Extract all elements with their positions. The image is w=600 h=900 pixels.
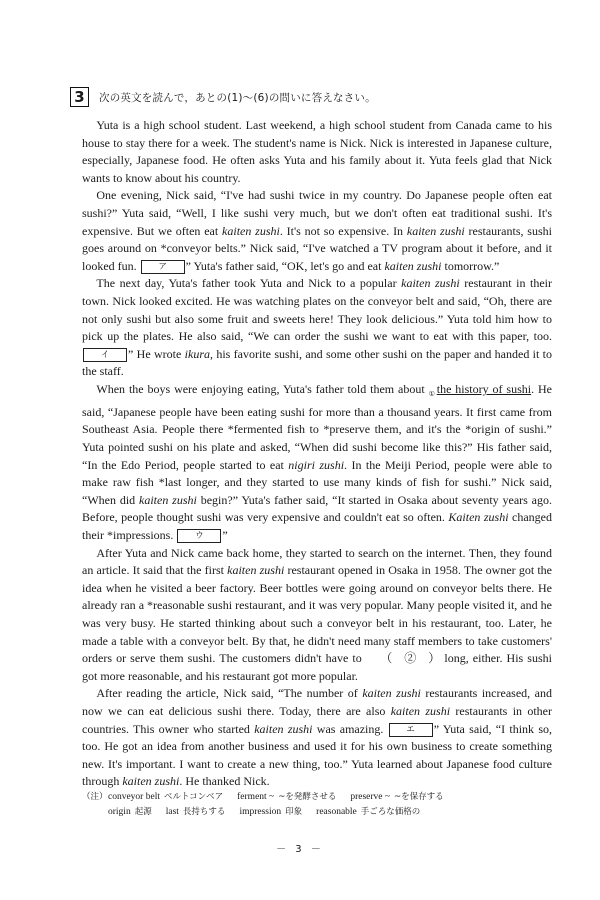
notes-row [82, 805, 552, 820]
english-passage [82, 117, 552, 791]
answer-blank-e: エ [389, 723, 433, 737]
notes-row [82, 790, 552, 805]
note-item: preserve ~ ~を保存する [350, 792, 444, 802]
term-nigiri-zushi: nigiri zushi [288, 457, 345, 472]
term-kaiten-zushi: kaiten zushi [222, 223, 280, 238]
answer-blank-a: ア [141, 260, 185, 274]
note-item: last 長持ちする [165, 807, 226, 817]
underlined-history-of-sushi: the history of sushi [436, 381, 532, 396]
vocabulary-notes [82, 790, 552, 820]
paragraph-6: After reading the article, Nick said, “The number of kaiten zushi restaurants increased, and now we can eat delicious sushi there. Today, there are also kaiten zushi restaurants in other countries. This owner who started kaiten zushi was amazing. エ ” Yuta said, “I think so, too. He got an idea from another business and used it for his own business to create something new. It's important. I want to create a new thing, too.” Yuta learned about Japanese food culture through kaiten zushi. He thanked Nick. [82, 686, 553, 789]
question-header [70, 86, 376, 108]
paragraph-1: Yuta is a high school student. Last weekend, a high school student from Canada came to his house to stay there for a week. The student's name is Nick. Nick is interested in Japanese culture, especially, Japanese food. He often asks Yuta and his family about it. Yuta feels glad that Nick wants to know about his country. [82, 118, 552, 185]
answer-blank-2: （ ② ） [380, 651, 441, 666]
paragraph-5: After Yuta and Nick came back home, they started to search on the internet. Then, they found an article. It said that the first kaiten zushi restaurant opened in Osaka in 1958. The owner got the idea when he visited a beer factory. Beer bottles were going around on conveyor belts there. He already ran a *reasonable sushi restaurant, and it was very popular. Many people visited it, and he was very busy. He started thinking about such a conveyor belt in his restaurant, too. Later, he made a table with a conveyor belt. By that, he didn't need many staff members to take customers' orders or serve them sushi. The customers didn't have to （ ② ） long, either. His sushi got more reasonable, and his restaurant got more popular. [82, 545, 553, 683]
note-item: impression 印象 [239, 807, 303, 817]
term-kaiten-zushi: kaiten zushi [254, 721, 313, 736]
page-number: － 3 － [276, 844, 324, 855]
paragraph-2: One evening, Nick said, “I've had sushi twice in my country. Do Japanese people often eat sushi?” Yuta said, “Well, I like sushi very much, but we don't often eat traditional sushi. It's expensive. But we often eat kaiten zushi. It's not so expensive. In kaiten zushi restaurants, sushi goes around on *conveyor belts.” Nick said, “I've watched a TV program about it before, and it looked fun. ア ” Yuta's father said, “OK, let's go and eat kaiten zushi tomorrow.” [82, 188, 552, 273]
term-kaiten-zushi: kaiten zushi [122, 774, 180, 789]
term-kaiten-zushi: kaiten zushi [227, 563, 285, 578]
note-item: conveyor belt ベルトコンベア [108, 792, 224, 802]
term-kaiten-zushi: kaiten zushi [401, 276, 460, 291]
paragraph-4: When the boys were enjoying eating, Yuta's father told them about $_①$the history of sushi. He said, “Japanese people have been eating sushi for more than a thousand years. It first came from Southeast Asia. People there *fermented fish to *preserve them, and it's the *origin of sushi.” Yuta pointed sushi on his plate and asked, “When did sushi become like this?” His father said, “In the Edo Period, people started to eat nigiri zushi. In the Meiji Period, people were able to make raw fish *last longer, and they started to use many kinds of fish for sushi.” Nick said, “When did kaiten zushi begin?” Yuta's father said, “It started in Osaka about seventy years ago. Before, people thought sushi was very expensive and couldn't eat so often. Kaiten zushi changed their *impressions. ウ ” [82, 381, 553, 543]
term-kaiten-zushi: kaiten zushi [362, 686, 421, 701]
term-kaiten-zushi: kaiten zushi [384, 258, 442, 273]
note-item: reasonable 手ごろな価格の [316, 807, 421, 817]
term-kaiten-zushi: kaiten zushi [139, 492, 197, 507]
notes-label: （注） [82, 792, 108, 802]
term-kaiten-zushi: Kaiten zushi [448, 510, 509, 525]
term-kaiten-zushi: kaiten zushi [390, 703, 451, 718]
answer-blank-u: ウ [177, 529, 221, 543]
question-instruction: 次の英文を読んで，あとの(1)〜(6)の問いに答えなさい。 [99, 91, 376, 104]
underline-marker-1: ① [428, 390, 436, 399]
answer-blank-i: イ [83, 348, 127, 362]
question-number-box: 3 [70, 87, 89, 107]
note-item: ferment ~ ~を発酵させる [237, 792, 337, 802]
term-kaiten-zushi: kaiten zushi [406, 223, 465, 238]
term-ikura: ikura [184, 346, 210, 361]
note-item: origin 起源 [108, 807, 152, 817]
paragraph-3: The next day, Yuta's father took Yuta and Nick to a popular kaiten zushi restaurant in their town. Nick looked excited. He was watching plates on the conveyor belt and said, “Oh, there are not only sushi but also some fruit and sweets here! They look delicious.” Yuta told him how to pick up the plates. He also said, “We can order the sushi we want to eat with this paper, too. イ ” He wrote ikura, his favorite sushi, and some other sushi on the paper and handed it to the staff. [82, 276, 553, 379]
